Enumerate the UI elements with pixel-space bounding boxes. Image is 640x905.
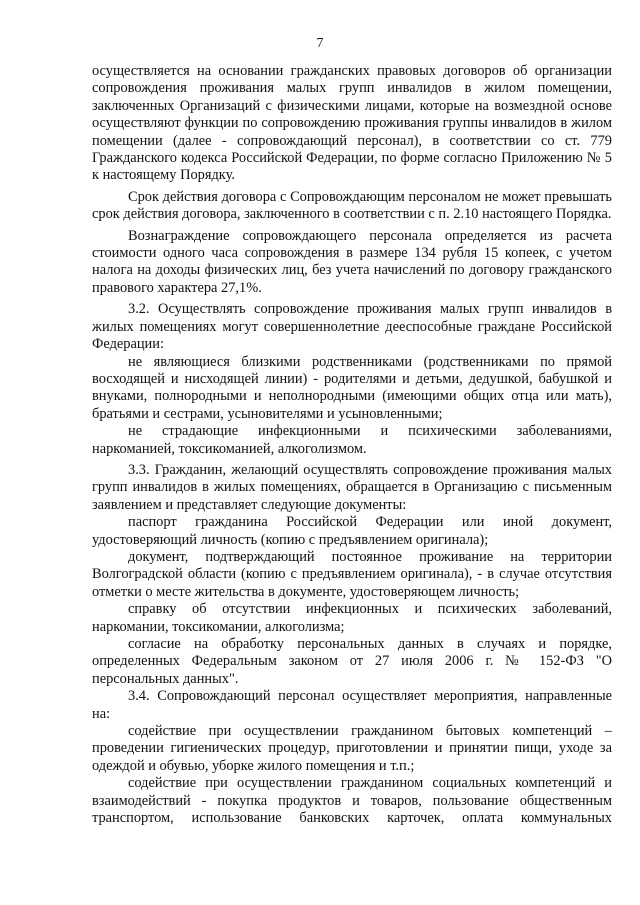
paragraph-not-relatives: не являющиеся близкими родственниками (родственниками по прямой восходящей и нисходящей линии) - родителями и детьми, дедушкой, бабушкой и внуками, полнородными и неполнородными (имеющими общих отца или мать), братьями и сестрами, усыновителями и усыновленными;: [92, 353, 612, 422]
paragraph-health-certificate: справку об отсутствии инфекционных и психических заболеваний, наркомании, токсикомании, алкоголизма;: [92, 601, 612, 635]
paragraph-section-3-4: 3.4. Сопровождающий персонал осуществляет мероприятия, направленные на:: [92, 688, 612, 722]
paragraph-remuneration: Вознаграждение сопровождающего персонала определяется из расчета стоимости одного часа сопровождения в размере 134 рубля 15 копеек, с учетом налога на доходы физических лиц, без учета начислений по договору гражданского правового характера 27,1%.: [92, 227, 612, 296]
paragraph-contract-term: Срок действия договора с Сопровождающим персоналом не может превышать срок действия договора, заключенного в соответствии с п. 2.10 настоящего Порядка.: [92, 188, 612, 223]
paragraph-social-competencies: содействие при осуществлении гражданином социальных компетенций и взаимодействий - покупка продуктов и товаров, пользование общественным транспортом, использование банковских карточек, оплата коммунальных: [92, 775, 612, 827]
page-number: 7: [316, 35, 324, 50]
paragraph-no-diseases: не страдающие инфекционными и психическими заболеваниями, наркоманией, токсикоманией, алкоголизмом.: [92, 423, 612, 457]
paragraph-section-3-3: 3.3. Гражданин, желающий осуществлять сопровождение проживания малых групп инвалидов в жилых помещениях, обращается в Организацию с письменным заявлением и представляет следующие документы:: [92, 461, 612, 513]
paragraph-personal-data-consent: согласие на обработку персональных данных в случаях и порядке, определенных Федеральным законом от 27 июля 2006 г. № 152-ФЗ "О персональных данных".: [92, 636, 612, 687]
paragraph-residence-document: документ, подтверждающий постоянное проживание на территории Волгоградской области (копию с предъявлением оригинала), - в случае отсутствия отметки о месте жительства в документе, удостоверяющем личность;: [92, 548, 612, 600]
paragraph-section-3-2: 3.2. Осуществлять сопровождение проживания малых групп инвалидов в жилых помещениях могут совершеннолетние дееспособные граждане Российской Федерации:: [92, 301, 612, 353]
paragraph-household-competencies: содействие при осуществлении гражданином бытовых компетенций – проведении гигиенических процедур, приготовлении и принятии пищи, уходе за одеждой и обувью, уборке жилого помещения и т.п.;: [92, 723, 612, 774]
paragraph-passport: паспорт гражданина Российской Федерации или иной документ, удостоверяющий личность (копию с предъявлением оригинала);: [92, 514, 612, 548]
paragraph-contract-basis: осуществляется на основании гражданских правовых договоров об организации сопровождения проживания малых групп инвалидов в жилом помещении, заключенных Организаций с физическими лицами, которые на возмездной основе осуществляют функции по сопровождению проживания группы инвалидов в жилом помещении (далее - сопровождающий персонал), в соответствии со ст. 779 Гражданского кодекса Российской Федерации, по форме согласно Приложению № 5 к настоящему Порядку.: [92, 63, 612, 184]
document-body: [92, 63, 612, 827]
